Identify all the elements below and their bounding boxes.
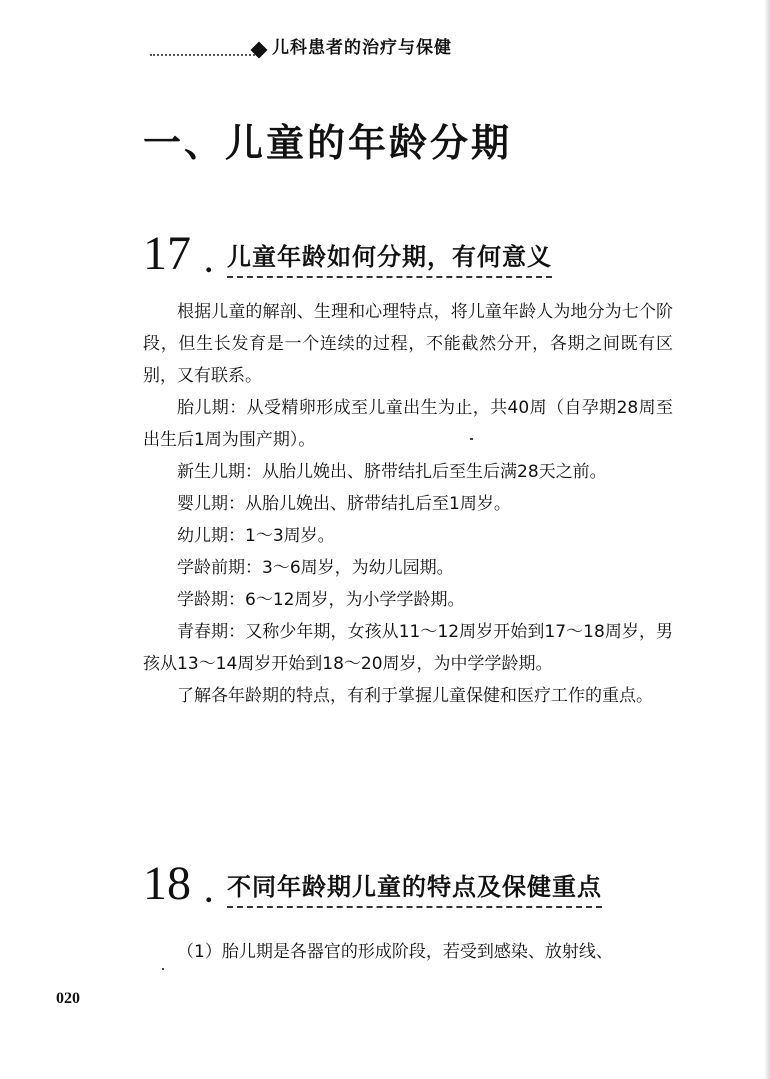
paragraph: 学龄前期：3～6周岁，为幼儿园期。 xyxy=(177,558,454,578)
paragraph: 学龄期：6～12周岁，为小学学龄期。 xyxy=(177,590,465,610)
page-number: 020 xyxy=(56,990,80,1007)
page-edge-shadow xyxy=(764,0,770,1079)
section-title: 不同年龄期儿童的特点及保健重点 xyxy=(227,867,602,908)
chapter-title: 一、儿童的年龄分期 xyxy=(143,121,513,165)
running-header xyxy=(150,30,480,64)
paragraph: 胎儿期：从受精卵形成至儿童出生为止，共40周（自孕期28周至出生后1周为围产期）。 xyxy=(143,398,673,450)
paragraph: 青春期：又称少年期，女孩从11～12周岁开始到17～18周岁，男孩从13～14周岁开始到18～20周岁，为中学学龄期。 xyxy=(143,622,673,674)
section-17-body xyxy=(143,296,673,712)
paragraph: 了解各年龄期的特点，有利于掌握儿童保健和医疗工作的重点。 xyxy=(177,686,653,706)
paragraph: 根据儿童的解剖、生理和心理特点，将儿童年龄人为地分为七个阶段，但生长发育是一个连续的过程，不能截然分开，各期之间既有区别，又有联系。 xyxy=(143,302,673,386)
scan-speck xyxy=(162,968,164,970)
header-dotted-rule xyxy=(150,54,258,56)
section-heading-18 xyxy=(143,850,683,910)
section-title: 儿童年龄如何分期，有何意义 xyxy=(227,237,552,278)
section-number: 18 xyxy=(143,857,191,910)
scan-speck xyxy=(470,438,473,440)
section-number: 17 xyxy=(143,227,191,280)
paragraph: （1）胎儿期是各器官的形成阶段，若受到感染、放射线、 xyxy=(177,942,613,962)
paragraph: 婴儿期：从胎儿娩出、脐带结扎后至1周岁。 xyxy=(177,494,511,514)
running-title: 儿科患者的治疗与保健 xyxy=(272,38,452,58)
section-number-dot: . xyxy=(205,876,213,909)
section-number-dot: . xyxy=(205,246,213,279)
paragraph: 幼儿期：1～3周岁。 xyxy=(177,526,335,546)
section-18-body xyxy=(143,936,673,968)
section-heading-17 xyxy=(143,220,643,280)
paragraph: 新生儿期：从胎儿娩出、脐带结扎后至生后满28天之前。 xyxy=(177,462,607,482)
